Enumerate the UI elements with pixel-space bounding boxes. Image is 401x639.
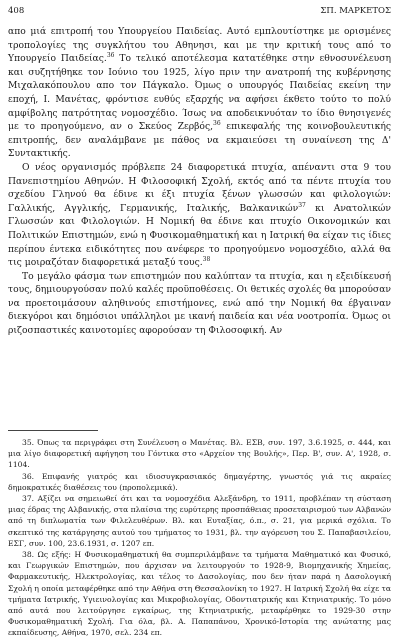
footnote-divider <box>8 430 98 431</box>
running-header <box>8 6 391 20</box>
footnote: 36. Επιφανής γιατρός και ιδιοσυγκρασιακός δημαγέρτης, γνωστός γιά τις ακραίες δημοκρατικές διαθέσεις του (προπολεμικά). <box>8 471 391 492</box>
footnote-ref: 38 <box>202 256 211 264</box>
main-text <box>8 25 391 338</box>
footnotes <box>8 437 391 639</box>
running-title: ΣΠ. ΜΑΡΚΕΤΟΣ <box>320 6 391 16</box>
paragraph: απο μιά επιτροπή του Υπουργείου Παιδείας. Αυτό εμπλουτίστηκε με ορισμένες τροπολογίες της συγκλήτου του Αθηνησι, και με την κριτική τους από το Υπουργείο Παιδείας.$^{36}$ Το τελικό αποτέλεσμα κατατέθηκε στην εθνοσυνέλευση και συζητήθηκε τον Ιούνιο του 1925, λίγο πριν την ανατροπή της κυβέρνησης Μιχαλακόπουλου απο τον Πάγκαλο. Όμως ο υπουργός Παιδείας εκείνη την εποχή, Ι. Μανέτας, φρόντισε ευθύς εξαρχής να αφήσει έκθετο τούτο το πολύ αμφίβολης πατρότητας νομοσχέδιο. Ίσως να αποδεικνυόταν το ίδιο θνησιγενές με το προηγούμενο, αν ο Σκεύος Ζερβός,$^{36}$ επικεφαλής της κοινοβουλευτικής επιτροπής, δεν αναλάμβανε με πάθος να εκμαιεύσει τη συναίνεση της Δ' Συντακτικής. <box>8 26 391 160</box>
footnote: 37. Αξίζει να σημειωθεί ότι και τα νομοσχέδια Αλεξάνδρη, το 1911, προβλέπαν τη σύσταση μιας έδρας της Αλβανικής, στα πλαίσια της ευρύτερης προσπάθειας προσεταιρισμού των Αλβανών από τη διπλωματία των Φιλελευθέρων. Βλ. και Ευταξίας, ό.π., σ. 21, για μερικά σχόλια. Το σκεπτικό της κατάργησης αυτού του τμήματος το 1931, βλ. την αγόρευση του Σ. Παπαβασιλείου, ΕΣΓ, συν. 100, 23.6.1931, σ. 1207 επ. <box>8 494 391 548</box>
footnote: 38. Ως εξής: Η Φυσικομαθηματική θα συμπεριλάμβανε τα τμήματα Μαθηματικό και Φυσικό, και Γεωργικών Επιστημών, που άρχισαν να λειτουργούν το 1928-9, Βιομηχανικής Χημείας, Φαρμακευτικής, Ηλεκτρολογίας, και τέλος το Δασολογίας, που δεν ήταν παρά η Δασολογική Σχολή η οποία μεταφέρθηκε από την Αθήνα στη Θεσσαλονίκη το 1927. Η Ιατρική Σχολή θα είχε τα τμήματα Ιατρικής, Υγιεινολογίας και Μικροβιολογίας, Οδοντιατρικής και Κτηνιατρικής. Το μόνο από αυτά που λειτούργησε εγκαίρως, της Κτηνιατρικής, μεταφέρθηκε το 1929-30 στην Φυσικομαθηματική Σχολή. Για όλα, βλ. Α. Παπαπάνου, Χρονικό-Ιστορία της ανώτατης μας εκπαίδευσης, Αθήνα, 1970, σελ. 234 επ. <box>8 550 391 638</box>
footnote-ref: 37 <box>298 201 306 209</box>
footnote-ref: 36 <box>213 120 221 128</box>
paragraph: Ο νέος οργανισμός πρόβλεπε 24 διαφορετικά πτυχία, απέναντι στα 9 του Πανεπιστημίου Αθηνών. Η Φιλοσοφική Σχολή, εκτός από τα πέντε πτυχία του σχεδίου Γληνού θα έδινε κι έξι πτυχία ξένων γλωσσών και φιλολογιών: Γαλλικής, Αγγλικής, Γερμανικής, Ιταλικής, Βαλκανικών$^{37}$ κι Ανατολικών Γλωσσών και Φιλολογιών. Η Νομική θα έδινε και πτυχίο Οικονομικών και Πολιτικών Επιστημών, ενώ η Φυσικομαθηματική και η Ιατρική θα είχαν τις ίδιες περίπου έντεκα ειδικότητες που ανέφερε το προηγούμενο νομοσχέδιο, αλλά θα τις μοιραζόταν διαφορετικά μεταξύ τους.$^{38}$ <box>8 161 391 269</box>
page-number: 408 <box>8 6 25 16</box>
paragraph: Το μεγάλο φάσμα των επιστημών που καλύπταν τα πτυχία, και η εξειδίκευσή τους, δημιουργούσαν πολύ καλές προϋποθέσεις. Οι θετικές σχολές θα μπορούσαν να προετοιμάσουν αληθινούς επιστήμονες, ενώ από την Νομική θα έβγαιναν διεκγόροι και δημόσιοι υπάλληλοι με ικανή παιδεία και νέα νοοτροπία. Όμως οι ριζοσπαστικές καινοτομίες αφορούσαν τη Φιλοσοφική. Αν <box>8 270 391 337</box>
footnote: 35. Όπως τα περιγράφει στη Συνέλευση ο Μανέτας. Βλ. ΕΣΒ, συν. 197, 3.6.1925, σ. 444, και μια λίγο διαφορετική αφήγηση του Γόντικα στο «Αρχείον της Βουλής», Περ. Β', συν. Α', 1928, σ. 1104. <box>8 438 391 470</box>
footnote-ref: 36 <box>106 52 115 60</box>
